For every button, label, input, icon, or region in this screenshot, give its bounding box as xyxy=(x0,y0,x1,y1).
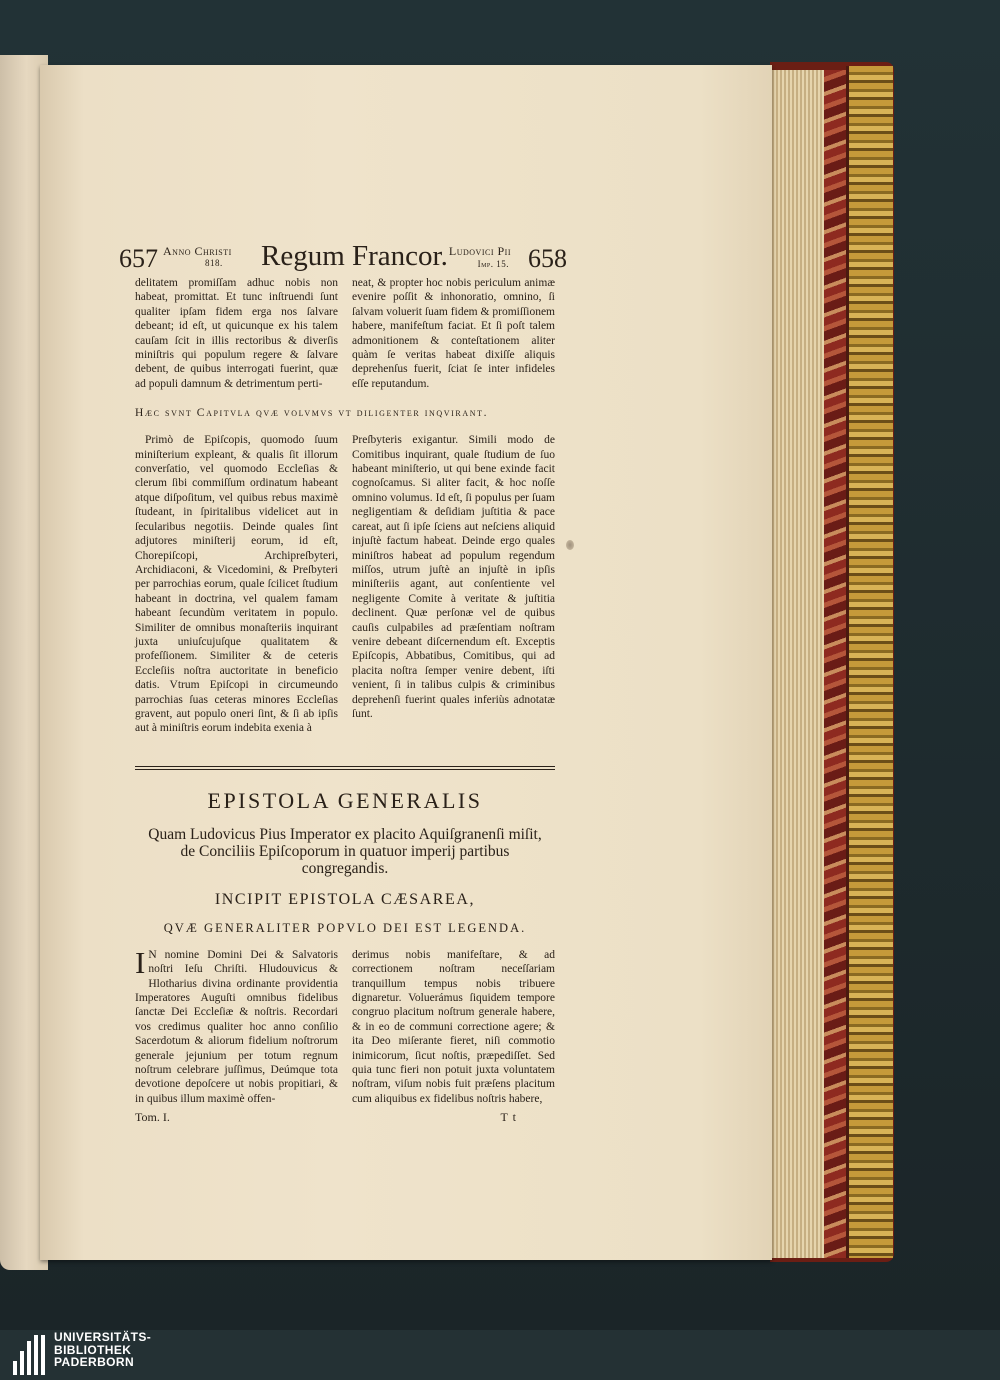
paragraph: delitatem promiſſam adhuc nobis non habeat, promittat. Et tunc inſtruendi ſunt qualiter ipſam fidem erga nos ſalvare debeant; id eſt, ut quicunque ex his talem cauſam ſcit in illis rectoribus & diverſis miniſtris qui populum regere & ſalvare debent, de quibus interrogati fuerint, quæ ad populi damnum & detrimentum perti- xyxy=(135,277,338,390)
library-name-line-3: PADERBORN xyxy=(54,1355,135,1369)
running-header xyxy=(119,240,567,276)
column-left xyxy=(135,944,338,1106)
page-footer xyxy=(135,1110,555,1128)
running-head-left xyxy=(163,244,232,268)
text-block xyxy=(119,240,567,1128)
column-left xyxy=(135,276,338,391)
epistola-title: EPISTOLA GENERALIS xyxy=(207,787,483,813)
running-head-title: Regum Francor. xyxy=(261,240,448,272)
column-right xyxy=(352,948,555,1106)
section-2 xyxy=(135,433,555,736)
incipit-subheading: QVÆ GENERALITER POPVLO DEI EST LEGENDA. xyxy=(163,920,527,935)
page-number-right: 658 xyxy=(528,244,567,273)
paragraph: Primò de Epiſcopis, quomodo ſuum miniſterium expleant, & qualis ſit illorum converſatio, vel quomodo Eccleſias & clerum ſibi commiſſum ordinatum habeant atque diſpoſitum, vel quibus rebus maximè ſtudeant, in ſpiritalibus videlicet aut in ſecularibus negotiis. Deinde quales ſint adjutores miniſterij eorum, id eſt, Chorepiſcopi, Archipreſbyteri, Archidiaconi, & Vicedomini, & Preſbyteri per parrochias eorum, quale ſcilicet ſtudium habeant in doctrina, vel qualem famam habeant ſecundùm veritatem in populo. Similiter de omnibus monaſteriis inquirant juxta uniuſcujuſque qualitatem & profeſſionem. Similiter & de ceteris Eccleſiis noſtra auctoritate in beneficio datis. Vtrum Epiſcopi in circumeundo parrochias ſuas ceteras minores Eccleſias gravent, aut populo oneri ſint, & ſi ab ipſis aut à miniſtris eorum indebita exenia à xyxy=(135,434,338,735)
capitula-rubric: Hæc svnt Capitvla qvæ volvmvs vt diligenter inqvirant. xyxy=(135,407,489,420)
library-name-line-1: UNIVERSITÄTS- xyxy=(54,1330,152,1344)
page-number-left: 657 xyxy=(119,244,158,273)
column-right xyxy=(352,276,555,391)
column-left xyxy=(135,433,338,736)
section-3 xyxy=(135,944,555,1106)
drop-cap: I xyxy=(135,944,146,980)
page-fore-edge xyxy=(768,70,824,1258)
section-1 xyxy=(135,276,555,391)
gilt-spine-border xyxy=(846,66,893,1258)
running-head-left-year: 818. xyxy=(205,258,223,268)
running-head-right-text: Ludovici Pii xyxy=(448,244,511,258)
library-logo-icon xyxy=(13,1335,49,1375)
paper-stain xyxy=(566,540,574,550)
paragraph: neat, & propter hoc nobis periculum animæ evenire poſſit & inhonoratio, omnino, ſi ſalvam voluerit ſuam fidem & promiſſionem habere, manifeſtum faciat. Et ſi poſt talem admonitionem & conteſtationem aliter quàm ſe veritas habeat dixiſſe aliquis deprehenſus fuerit, ſciat ſe inter infideles eſſe reputandum. xyxy=(352,277,555,390)
library-logo-text xyxy=(54,1331,151,1369)
incipit-heading: INCIPIT EPISTOLA CÆSAREA, xyxy=(214,890,476,908)
epistola-subtitle: Quam Ludovicus Pius Imperator ex placito Aquiſgranenſi miſit, de Conciliis Epiſcoporum in quatuor imperij partibus congregandis. xyxy=(148,825,542,877)
running-head-right-year: Imp. 15. xyxy=(477,259,509,269)
paragraph: Preſbyteris exigantur. Simili modo de Comitibus inquirant, quale ſtudium de ſuo habeant miniſterio, ut qui bene exinde facit cognoſcamus. Si aliter facit, & hoc noſſe omnino volumus. Id eſt, ſi populus per ſuam negligentiam & deſidiam juſtitia & pace careat, aut ſi ipſe ſciens aut neſciens aliquid injuſtè factum habeat. Deinde ergo quales miniſtros habeat ad populum regendum miſſos, utrum juſtè an injuſtè in ipſis miniſteriis agant, aut conſentiente vel negligente Comite à veritate & juſtitia declinent. Quæ perſonæ vel de quibus cauſis culpabiles ad præſentiam noſtram venire debeant diſcernendum eſt. Exceptis Epiſcopis, Abbatibus, Comitibus, qui ad placita noſtra ſemper venire debent, iſti venient, ſi in talibus culpis & criminibus deprehenſi fuerint quales inferiùs adnotatæ ſunt. xyxy=(352,434,555,720)
running-head-left-text: Anno Christi xyxy=(163,244,232,258)
paragraph: N nomine Domini Dei & Salvatoris noſtri Ieſu Chriſti. Hludouvicus & Hlotharius divina ordinante providentia Imperatores Auguſti omnibus fidelibus ſanctæ Dei Eccleſiæ & noſtris. Recordari vos credimus qualiter hoc anno conſilio Sacerdotum & aliorum fidelium noſtrorum generale jejunium per totum regnum noſtrum celebrare juſſimus, Deúmque tota devotione depoſcere ut nobis propitiari, & in quibus illum maximè offen- xyxy=(135,948,338,1105)
library-name-line-2: BIBLIOTHEK xyxy=(54,1342,132,1357)
running-head-right xyxy=(449,244,511,269)
paragraph: derimus nobis manifeſtare, & ad correctionem noſtram neceſſariam tranquillum tempus nobis tribuere dignaretur. Voluerámus ſiquidem tempore congruo placitum noſtrum generale habere, & in eo de communi correctione agere; & ita Deo miſerante fieret, niſi commotio inimicorum, ſicut noſtis, præpediſſet. Sed quia tunc fieri non potuit juxta voluntatem noſtram, viſum nobis fuit præſens placitum cum aliquibus ex fidelibus noſtris habere, xyxy=(352,948,555,1105)
column-right xyxy=(352,433,555,736)
volume-signature: Tom. I. xyxy=(135,1110,170,1125)
gathering-signature: T t xyxy=(500,1110,517,1125)
section-divider xyxy=(135,766,555,770)
marbled-edge xyxy=(820,70,848,1258)
